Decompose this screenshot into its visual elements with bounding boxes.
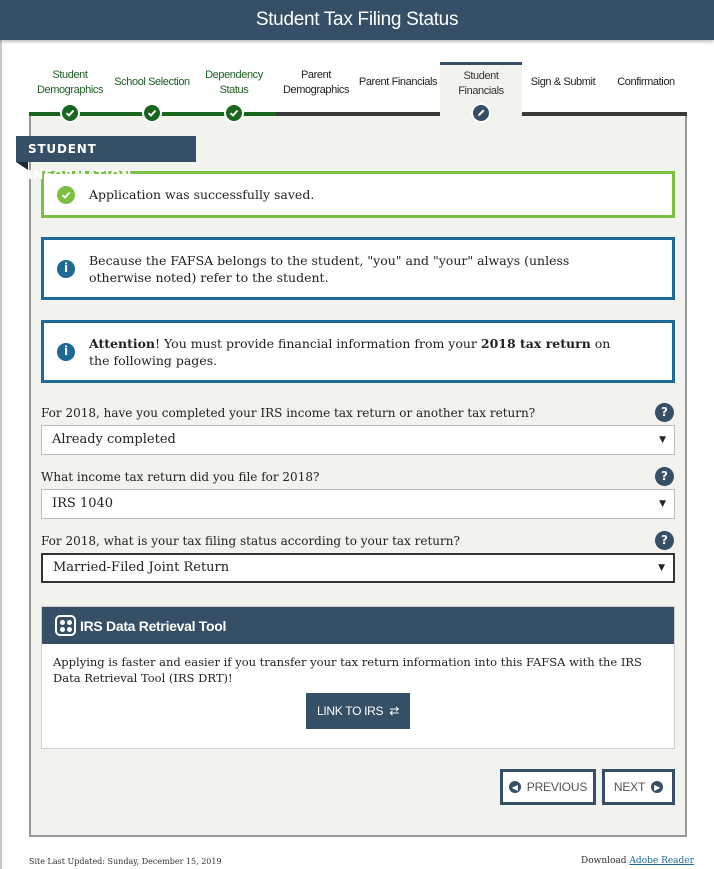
page-header — [0, 0, 714, 40]
link-to-irs-label: LINK TO IRS — [316, 704, 384, 718]
step-parent-demographics[interactable] — [275, 62, 357, 126]
completed-return-select[interactable] — [41, 425, 675, 455]
step-school-selection[interactable] — [111, 62, 193, 126]
tax-return-emphasis: 2018 tax return — [480, 335, 591, 351]
step-label: School Selection — [114, 76, 190, 88]
check-circle-icon — [57, 186, 75, 204]
info-circle-icon: i — [57, 343, 75, 361]
return-type-select[interactable] — [41, 489, 675, 519]
site-last-updated: Site Last Updated: Sunday, December 15, 2019 — [29, 857, 222, 866]
step-student-demographics[interactable] — [29, 62, 111, 126]
step-label: Confirmation — [617, 76, 675, 88]
question-label-filing-status: For 2018, what is your tax filing status according to your tax return? — [41, 534, 460, 548]
page-edge — [0, 0, 2, 869]
select-value: Already completed — [52, 432, 176, 447]
help-icon[interactable]: ? — [655, 531, 674, 550]
filing-status-select[interactable] — [41, 553, 675, 583]
attention-text-end: on the following pages. — [89, 335, 611, 368]
check-icon — [60, 103, 80, 123]
step-parent-financials[interactable] — [357, 62, 439, 126]
step-label: Parent Financials — [358, 76, 438, 88]
section-heading: STUDENT INFORMATION — [16, 136, 196, 162]
previous-label: PREVIOUS — [526, 780, 588, 794]
irs-drt-title: IRS Data Retrieval Tool — [80, 617, 227, 634]
page-title: Student Tax Filing Status — [255, 9, 459, 30]
help-icon[interactable]: ? — [655, 403, 674, 422]
irs-drt-logo-icon — [55, 615, 76, 636]
next-label: NEXT — [613, 780, 646, 794]
arrow-left-circle-icon: ◀ — [509, 781, 521, 793]
check-icon — [224, 103, 244, 123]
adobe-reader-link[interactable]: Adobe Reader — [629, 856, 694, 866]
progress-steps — [29, 62, 687, 126]
step-student-financials[interactable] — [440, 62, 522, 116]
download-adobe — [581, 856, 694, 866]
question-label-return-type: What income tax return did you file for 2018? — [41, 470, 320, 484]
arrow-right-circle-icon: ▶ — [651, 781, 663, 793]
next-button[interactable] — [602, 769, 675, 805]
success-alert — [41, 171, 675, 218]
dropdown-arrow-icon: ▼ — [658, 563, 665, 573]
transfer-arrows-icon: ⇄ — [389, 704, 400, 718]
help-icon[interactable]: ? — [655, 467, 674, 486]
irs-drt-card — [41, 606, 675, 749]
step-label: Student Demographics — [36, 68, 104, 96]
info-alert-you-definition — [41, 237, 675, 300]
step-label: Dependency Status — [205, 68, 263, 96]
question-label-completed-return: For 2018, have you completed your IRS income tax return or another tax return? — [41, 406, 536, 420]
attention-message — [89, 335, 672, 369]
info-circle-icon: i — [57, 260, 75, 278]
previous-button[interactable] — [500, 769, 596, 805]
step-dependency-status[interactable] — [193, 62, 275, 126]
step-confirmation[interactable] — [605, 62, 687, 126]
dropdown-arrow-icon: ▼ — [659, 499, 666, 509]
irs-drt-description: Applying is faster and easier if you transfer your tax return information into this FAFSA with the IRS Data Retrieval Tool (IRS DRT)! — [53, 655, 642, 685]
step-sign-submit[interactable] — [522, 62, 604, 126]
dropdown-arrow-icon: ▼ — [659, 435, 666, 445]
link-to-irs-button[interactable] — [306, 693, 410, 729]
irs-drt-header — [42, 607, 674, 644]
success-message: Application was successfully saved. — [89, 187, 315, 202]
check-icon — [142, 103, 162, 123]
info-alert-attention — [41, 320, 675, 383]
step-label: Sign & Submit — [530, 76, 596, 88]
select-value: Married-Filed Joint Return — [53, 560, 230, 575]
select-value: IRS 1040 — [52, 496, 114, 511]
info-message: Because the FAFSA belongs to the student, "you" and "your" always (unless otherwise noted) refer to the student. — [89, 252, 570, 285]
attention-label: Attention — [89, 335, 156, 351]
step-label: Student Financials — [458, 70, 504, 97]
section-heading-fold — [16, 162, 28, 170]
step-label: Parent Demographics — [282, 68, 350, 96]
download-prefix: Download — [581, 856, 627, 866]
attention-text: ! You must provide financial information from your — [155, 335, 481, 351]
pencil-icon — [471, 103, 491, 123]
